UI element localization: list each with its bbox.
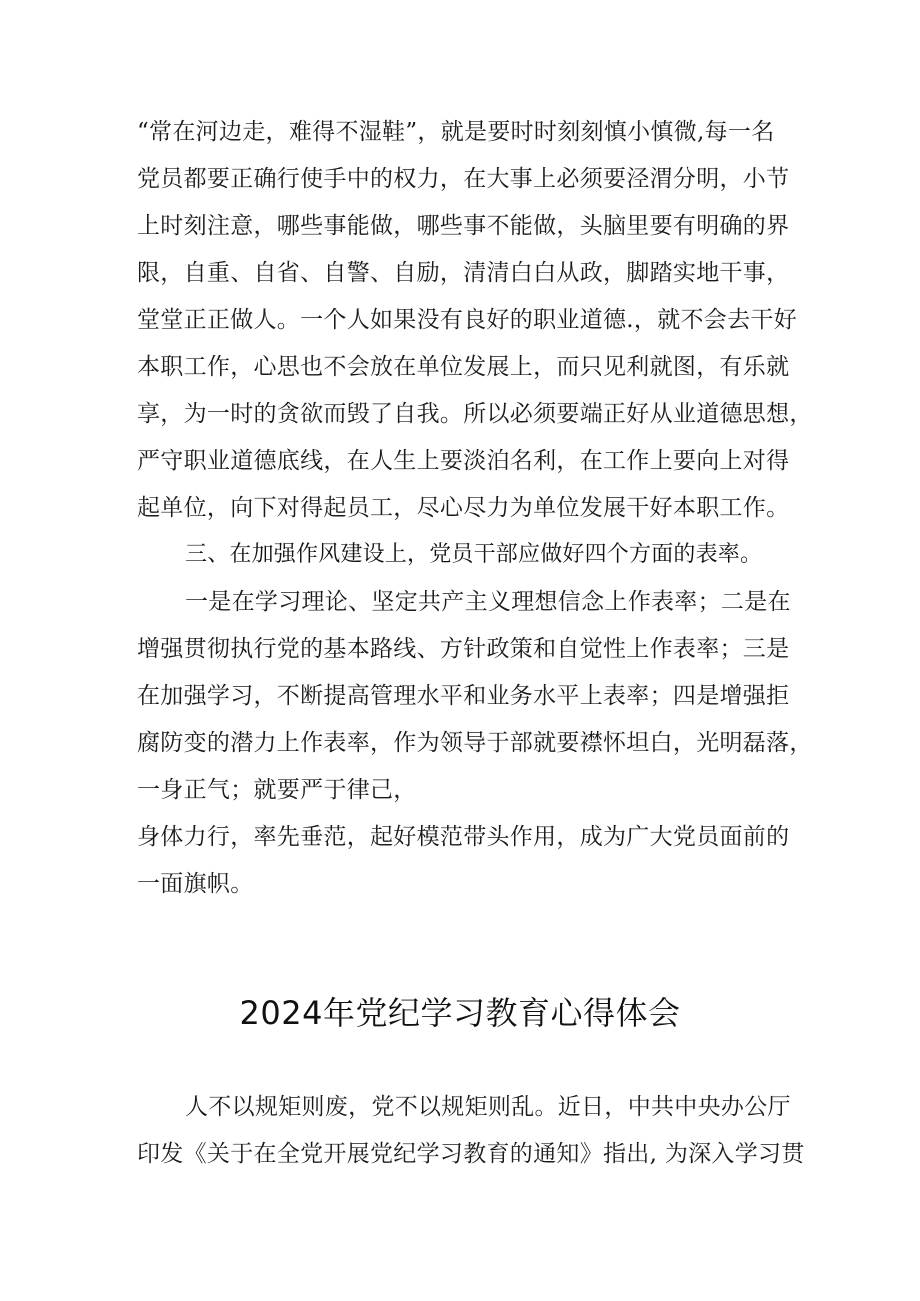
paragraph-1-line: 严守职业道德底线，在人生上要淡泊名利，在工作上要向上对得	[137, 448, 790, 474]
section-heading: 三、在加强作风建设上，党员干部应做好四个方面的表率。	[185, 542, 763, 567]
paragraph-3-line: 印发《关于在全党开展党纪学习教育的通知》指出, 为深入学习贯	[137, 1141, 805, 1167]
paragraph-2-line: 腐防变的潜力上作表率，作为领导于部就要襟怀坦白，光明磊落，	[137, 730, 813, 756]
paragraph-1-line: 上时刻注意，哪些事能做，哪些事不能做，头脑里要有明确的界	[137, 213, 790, 239]
article-title: 2024年党纪学习教育心得体会	[239, 994, 681, 1032]
paragraph-1-line: “常在河边走，难得不湿鞋”，就是要时时刻刻慎小慎微,每一名	[137, 119, 775, 145]
paragraph-2-line: 在加强学习，不断提高管理水平和业务水平上表率；四是增强拒	[137, 683, 790, 709]
paragraph-1-line: 党员都要正确行使手中的权力，在大事上必须要泾渭分明，小节	[137, 166, 790, 192]
paragraph-1-line: 享，为一时的贪欲而毁了自我。所以必须要端正好从业道德思想，	[137, 401, 813, 427]
paragraph-2-line: 一面旗帜。	[137, 871, 254, 897]
paragraph-2-line: 增强贯彻执行党的基本路线、方针政策和自觉性上作表率；三是	[137, 636, 790, 662]
paragraph-1-line: 堂堂正正做人。一个人如果没有良好的职业道德.，就不会去干好	[137, 307, 798, 333]
paragraph-2-line: 一是在学习理论、坚定共产主义理想信念上作表率；二是在	[185, 589, 791, 615]
paragraph-2-line: 身体力行，率先垂范，起好模范带头作用，成为广大党员面前的	[137, 824, 790, 850]
paragraph-1-line: 限，自重、自省、自警、自励，清清白白从政，脚踏实地干事，	[137, 260, 790, 286]
paragraph-3-line: 人不以规矩则废，党不以规矩则乱。近日，中共中央办公厅	[185, 1094, 791, 1120]
paragraph-1-line: 本职工作，心思也不会放在单位发展上，而只见利就图，有乐就	[137, 354, 790, 380]
paragraph-1-line: 起单位，向下对得起员工，尽心尽力为单位发展干好本职工作。	[137, 495, 790, 521]
paragraph-2-line: 一身正气；就要严于律己，	[137, 777, 417, 803]
